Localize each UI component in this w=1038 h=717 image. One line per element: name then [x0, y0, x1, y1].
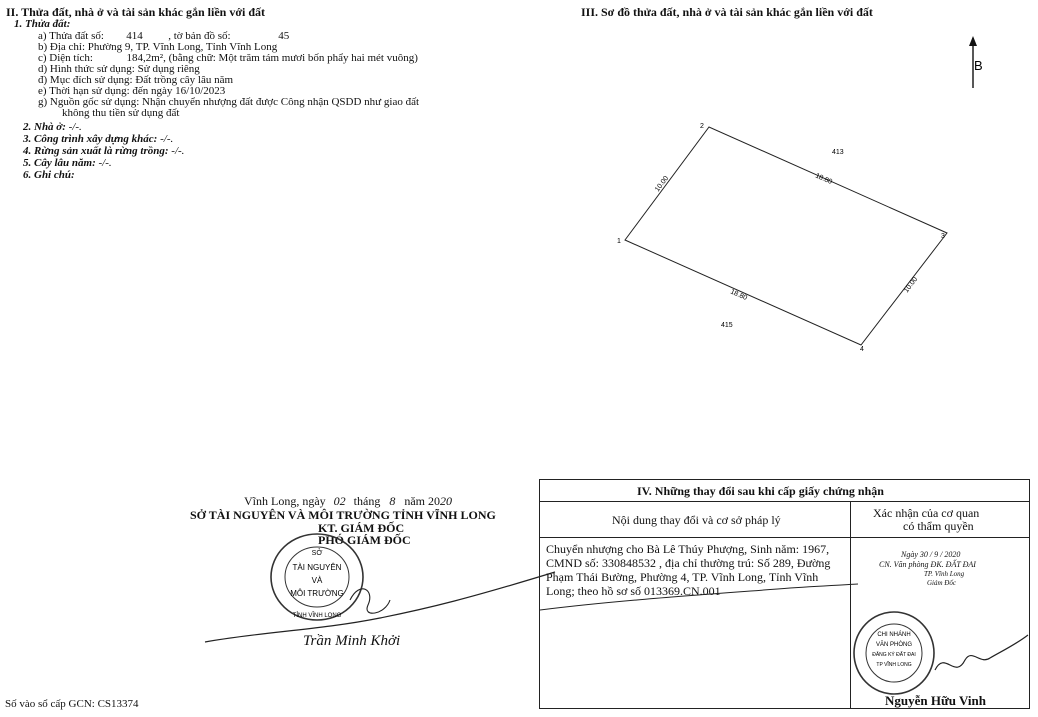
change-content-line-1: Chuyển nhượng cho Bà Lê Thúy Phượng, Sinh năm: 1967,: [546, 542, 830, 556]
change-content-line-4: Long; theo hồ sơ số 013369.CN.001: [546, 584, 721, 598]
house-label: 2. Nhà ở:: [23, 121, 66, 133]
confirm-signature-stroke: [930, 630, 1030, 690]
neighbor-parcel-413: 413: [832, 149, 844, 156]
edge-right-length: 10.00: [903, 275, 920, 295]
svg-text:SỞ: SỞ: [311, 550, 323, 557]
table-divider-columns: [539, 537, 1029, 538]
section2-title: II. Thửa đất, nhà ở và tài sản khác gắn liền với đất: [6, 5, 266, 19]
other-construction-value: -/-.: [160, 133, 174, 145]
edge-bottom-length: 18.80: [729, 288, 749, 302]
svg-text:MÔI TRƯỜNG: MÔI TRƯỜNG: [290, 589, 344, 598]
usage-term-row: e) Thời hạn sử dụng: đến ngày 16/10/2023: [38, 85, 226, 97]
branch-seal: [851, 608, 941, 698]
forest-label: 4. Rừng sản xuất là rừng trồng:: [23, 145, 169, 157]
svg-text:CHI NHÁNH: CHI NHÁNH: [877, 632, 911, 638]
issue-year: 20: [440, 494, 452, 508]
svg-text:ĐĂNG KÝ ĐẤT ĐAI: ĐĂNG KÝ ĐẤT ĐAI: [872, 652, 916, 658]
confirm-city: TP. Vĩnh Long: [924, 570, 965, 578]
svg-text:VĂN PHÒNG: VĂN PHÒNG: [875, 642, 913, 648]
col-content-header: Nội dung thay đổi và cơ sở pháp lý: [612, 513, 781, 527]
area-value: 184,2m², (bằng chữ: Một trăm tám mươi bốn phẩy hai mét vuông): [126, 52, 418, 64]
parcel-number-label: a) Thửa đất số:: [38, 30, 104, 42]
perennial-value: -/-.: [98, 157, 112, 169]
confirm-org: CN. Văn phòng ĐK. ĐẤT ĐAI: [879, 560, 976, 569]
change-content-line-2: CMND số: 330848532 , địa chỉ thường trú: Số 289, Đường: [546, 556, 831, 570]
register-number: Số vào sổ cấp GCN: CS13374: [5, 698, 139, 710]
table-divider-header: [539, 501, 1029, 502]
parcel-boundary: [625, 127, 947, 345]
issue-month: 8: [389, 494, 396, 508]
col-confirm-header-1: Xác nhận của cơ quan: [873, 506, 980, 520]
parcel-number: 414: [126, 30, 143, 42]
signature-extension-stroke: [540, 580, 860, 630]
signer-role-2: PHÓ GIÁM ĐỐC: [318, 533, 411, 547]
svg-text:TÀI NGUYÊN: TÀI NGUYÊN: [292, 563, 342, 572]
edge-top-length: 18.80: [814, 172, 834, 186]
svg-text:TỈNH VĨNH LONG: TỈNH VĨNH LONG: [292, 613, 342, 619]
confirm-date: Ngày 30 / 9 / 2020: [901, 550, 961, 559]
confirm-signer: Nguyễn Hữu Vinh: [885, 693, 987, 708]
vertex-label-1: 1: [617, 238, 621, 245]
section3-title: III. Sơ đồ thửa đất, nhà ở và tài sản khác gắn liền với đất: [581, 5, 873, 19]
vertex-label-2: 2: [700, 123, 704, 130]
origin-row-continued: không thu tiền sử dụng đất: [62, 107, 180, 119]
map-sheet-label: , tờ bản đồ số:: [168, 30, 231, 42]
edge-left-length: 10.00: [654, 174, 671, 194]
forest-value: -/-.: [171, 145, 185, 157]
issue-month-label: tháng: [353, 494, 381, 508]
perennial-label: 5. Cây lâu năm:: [23, 157, 96, 169]
issuing-office: SỞ TÀI NGUYÊN VÀ MÔI TRƯỜNG TỈNH VĨNH LONG: [190, 508, 496, 522]
origin-row: g) Nguồn gốc sử dụng: Nhận chuyển nhượng đất được Công nhận QSDD như giao đất: [38, 96, 420, 108]
issue-date-prefix: Vĩnh Long, ngày: [244, 494, 326, 508]
col-confirm-header-2: có thẩm quyền: [903, 519, 974, 533]
parcel-heading: 1. Thửa đất:: [14, 18, 71, 30]
signer-name: Trần Minh Khởi: [303, 633, 401, 649]
issue-date: [244, 494, 452, 509]
neighbor-parcel-415: 415: [721, 322, 733, 329]
house-value: -/-.: [68, 121, 82, 133]
issue-day: 02: [333, 494, 346, 508]
north-label: B: [974, 58, 983, 73]
map-sheet-number: 45: [278, 30, 290, 42]
usage-form-row: d) Hình thức sử dụng: Sử dụng riêng: [38, 63, 200, 75]
notes-label: 6. Ghi chú:: [23, 169, 75, 181]
vertex-label-3: 3: [941, 233, 945, 240]
address-row: b) Địa chỉ: Phường 9, TP. Vĩnh Long, Tỉnh Vĩnh Long: [38, 41, 278, 53]
usage-purpose-row: đ) Mục đích sử dụng: Đất trồng cây lâu năm: [38, 74, 234, 86]
confirm-role: Giám Đốc: [927, 579, 956, 587]
section4-title: IV. Những thay đổi sau khi cấp giấy chứng nhận: [637, 484, 884, 498]
svg-text:TP VĨNH LONG: TP VĨNH LONG: [876, 662, 912, 668]
issue-year-label: năm 20: [404, 494, 440, 508]
svg-text:VÀ: VÀ: [311, 576, 323, 585]
vertex-label-4: 4: [860, 346, 864, 353]
area-label: c) Diện tích:: [38, 52, 93, 64]
change-content-line-3: Phạm Thái Bường, Phường 4, TP. Vĩnh Long, Tỉnh Vĩnh: [546, 570, 819, 584]
other-construction-label: 3. Công trình xây dựng khác:: [23, 133, 158, 145]
signer-role-1: KT. GIÁM ĐỐC: [318, 521, 405, 535]
